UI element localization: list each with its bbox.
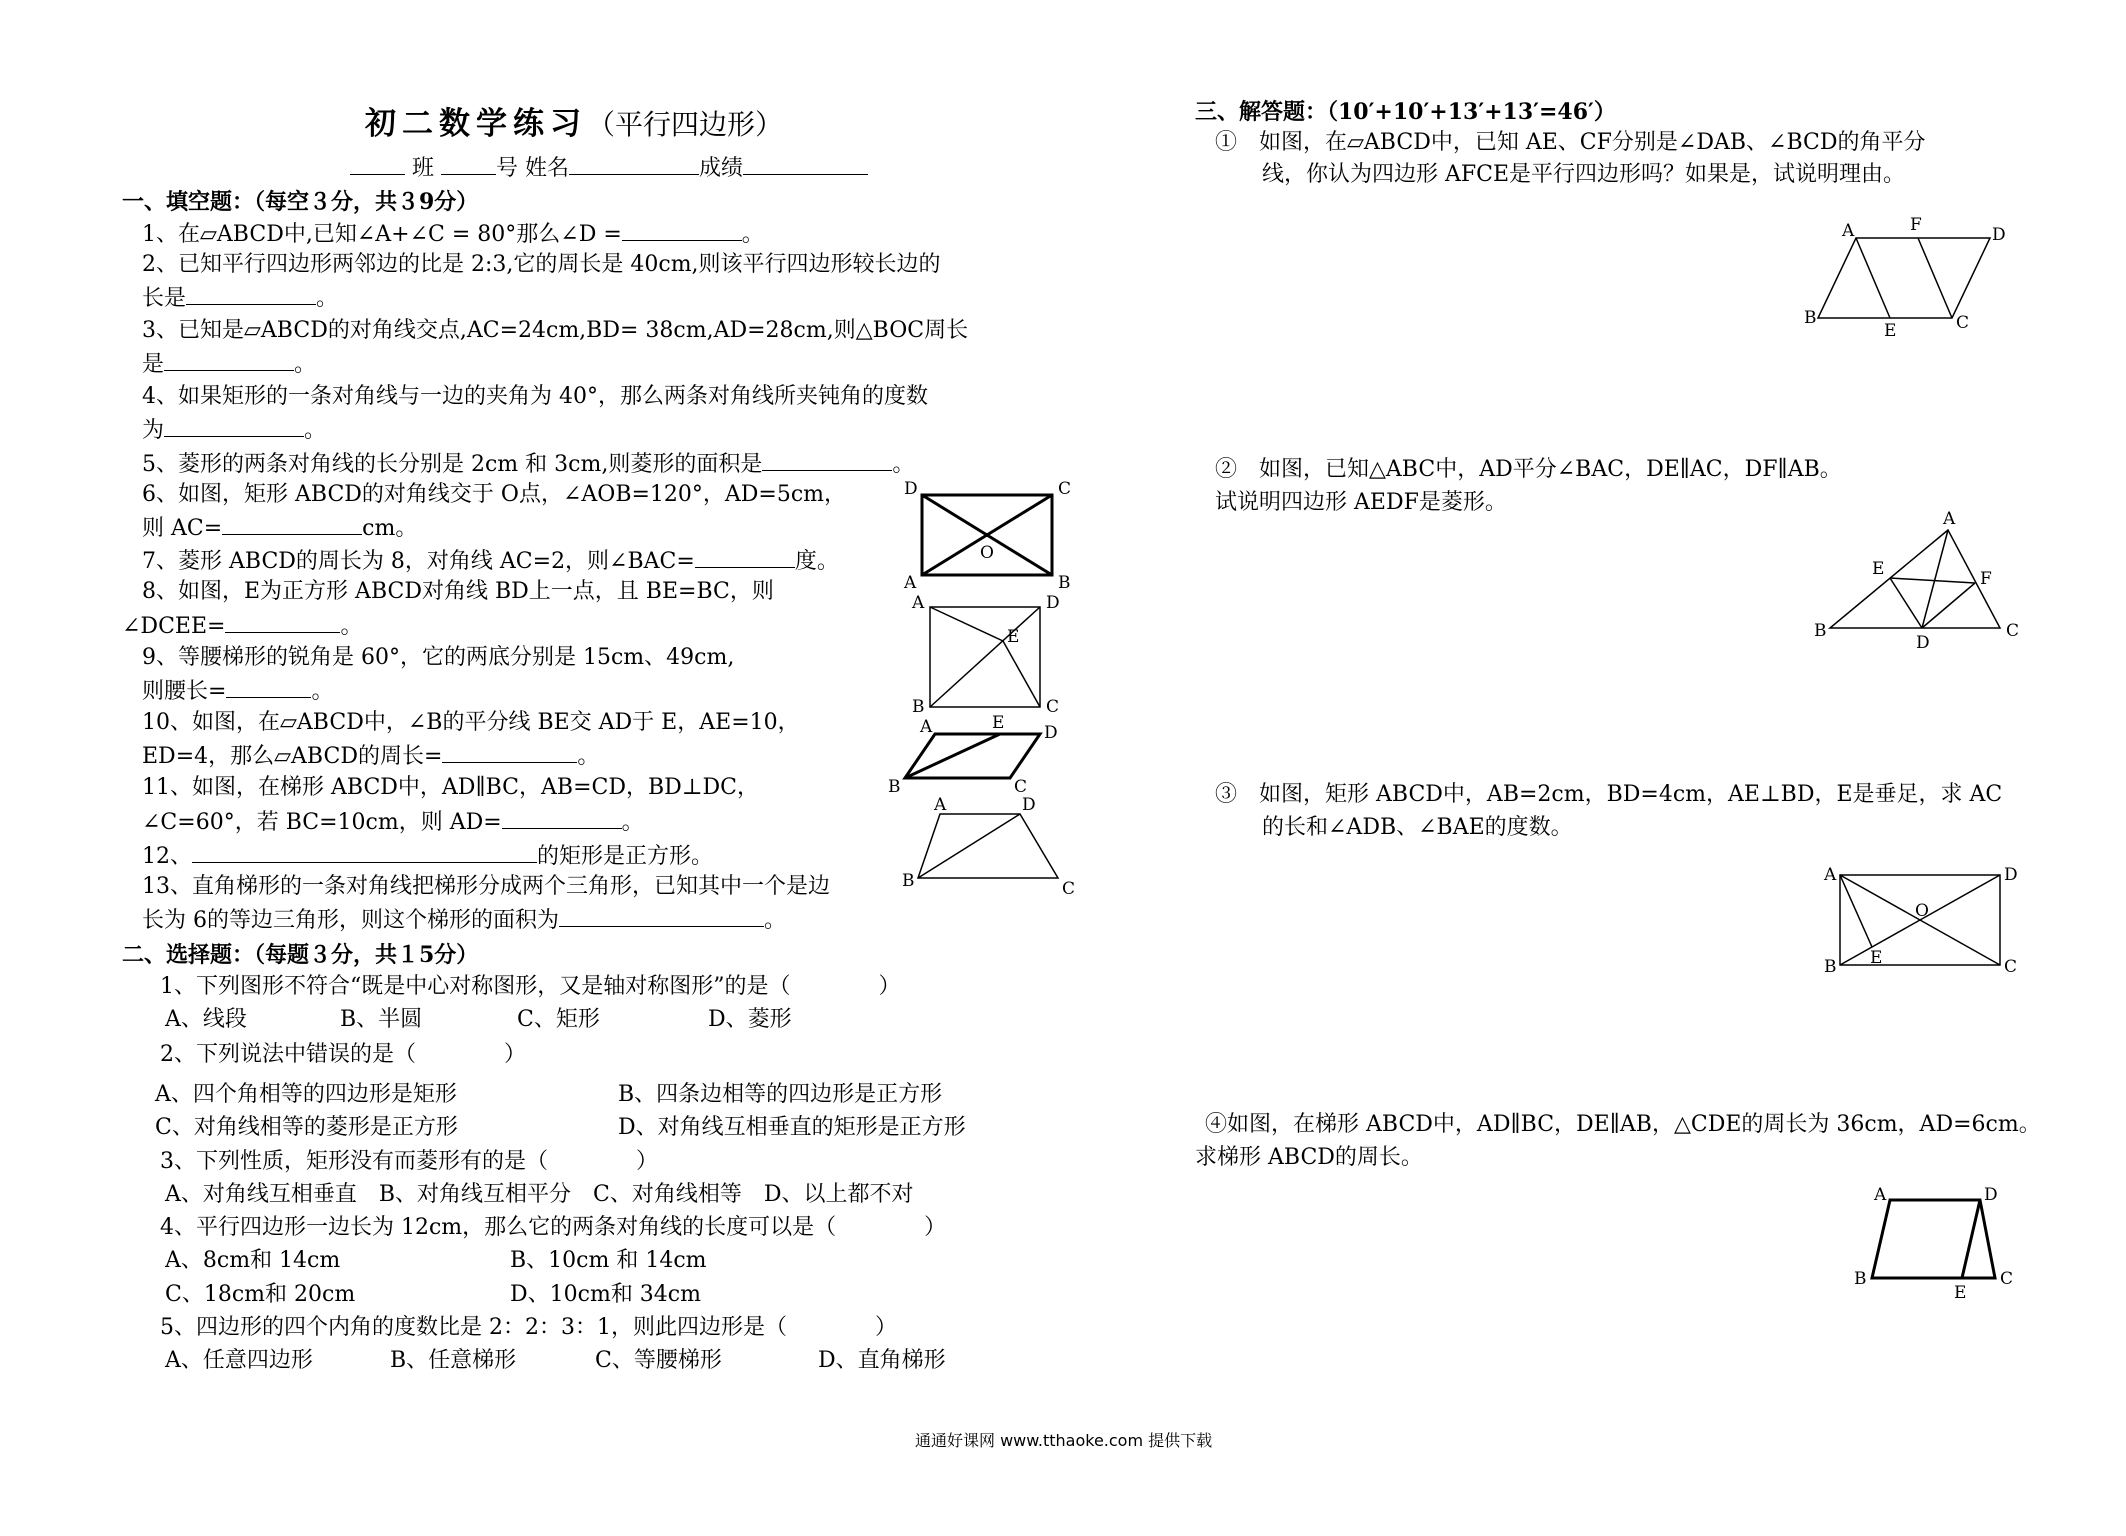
q1-12-blank (192, 840, 537, 863)
label-c: C (2000, 1269, 2014, 1289)
label-o: O (980, 543, 994, 563)
q2-1-option-a: A、线段 (165, 1007, 247, 1032)
q1-2b-text: 长是 (142, 286, 187, 311)
q2-5: 5、四边形的四个内角的度数比是 2：2：3：1，则此四边形是（ ） (160, 1315, 897, 1340)
figure-rectangle-abcd (900, 479, 1080, 593)
q2-1-option-b: B、半圆 (340, 1007, 423, 1032)
q2-4-option-d: D、10cm和 34cm (510, 1282, 701, 1307)
label-d: D (904, 479, 918, 499)
q1-12a-text: 12、 (142, 844, 192, 869)
figure-parallelogram-abcd (880, 712, 1070, 797)
label-e: E (1007, 627, 1020, 647)
q1-9b (142, 675, 333, 707)
q2-3-options: A、对角线互相垂直 B、对角线互相平分 C、对角线相等 D、以上都不对 (165, 1182, 914, 1207)
label-a: A (1874, 1185, 1887, 1205)
section-3-title: 三、解答题：（10′+10′+13′+13′=46′） (1195, 99, 1616, 125)
problem-1-line1: ① 如图，在▱ABCD中，已知 AE、CF分别是∠DAB、∠BCD的角平分 (1215, 130, 1926, 155)
footer-credit: 通通好课网 www.tthaoke.com 提供下载 (915, 1431, 1213, 1450)
segment-ec (1003, 641, 1040, 707)
figure-square-abcd (910, 592, 1060, 717)
q2-4: 4、平行四边形一边长为 12cm，那么它的两条对角线的长度可以是（ ） (160, 1215, 947, 1240)
q1-2b (142, 282, 338, 314)
label-a: A (912, 593, 925, 613)
q2-5-option-d: D、直角梯形 (818, 1348, 946, 1373)
q1-8-blank (225, 610, 340, 633)
label-e: E (1872, 559, 1885, 579)
label-b: B (1058, 573, 1071, 593)
class-blank (350, 152, 405, 175)
section-1-title: 一、填空题：（每空３分，共３9分） (122, 189, 479, 215)
name-blank (569, 152, 699, 175)
q1-9b-text: 则腰长= (142, 679, 227, 704)
period: 。 (304, 418, 327, 443)
q2-4-option-c: C、18cm和 20cm (165, 1282, 356, 1307)
q2-3: 3、下列性质，矩形没有而菱形有的是（ ） (160, 1149, 658, 1174)
q1-6-blank (222, 512, 362, 535)
segment-de (1962, 1200, 1980, 1278)
label-d: D (1916, 633, 1930, 653)
period: 。 (741, 222, 764, 247)
q2-1-option-c: C、矩形 (517, 1007, 600, 1032)
diagonal-bd (930, 607, 1040, 707)
q1-2: 2、已知平行四边形两邻边的比是 2:3,它的周长是 40cm,则该平行四边形较长边的 (142, 252, 941, 277)
period: 。 (316, 286, 339, 311)
period: 。 (294, 352, 317, 377)
q1-8: 8、如图，E为正方形 ABCD对角线 BD上一点，且 BE=BC，则 (142, 579, 774, 604)
parallelogram-outline (1818, 238, 1990, 318)
problem-2-line2: 试说明四边形 AEDF是菱形。 (1215, 490, 1507, 515)
q1-4: 4、如果矩形的一条对角线与一边的夹角为 40°，那么两条对角线所夹钝角的度数 (142, 384, 928, 409)
label-f: F (1980, 569, 1992, 589)
q1-8b-text: ∠DCEE= (122, 614, 226, 639)
period: 。 (577, 744, 600, 769)
q2-4-option-b: B、10cm 和 14cm (510, 1248, 707, 1273)
score-label: 成绩 (699, 156, 744, 181)
label-e: E (1954, 1283, 1967, 1303)
q1-5-blank (762, 448, 892, 471)
q1-10b (142, 740, 599, 772)
label-c: C (1014, 777, 1028, 797)
label-a: A (904, 573, 917, 593)
q2-4-option-a: A、8cm和 14cm (165, 1248, 341, 1273)
q1-5-text: 5、菱形的两条对角线的长分别是 2cm 和 3cm,则菱形的面积是 (142, 452, 763, 477)
q1-3-blank (164, 348, 294, 371)
q1-10b-text: ED=4，那么▱ABCD的周长= (142, 744, 443, 769)
period: 。 (340, 614, 363, 639)
segment-de (1890, 578, 1922, 628)
label-e: E (1884, 321, 1897, 341)
period: 。 (764, 908, 787, 933)
period: 。 (621, 810, 644, 835)
label-b: B (1824, 957, 1837, 977)
q2-2-option-c: C、对角线相等的菱形是正方形 (155, 1115, 458, 1140)
label-o: O (1915, 901, 1929, 921)
subtitle-text: （平行四边形） (587, 108, 784, 141)
segment-ef (1890, 578, 1975, 583)
q1-8b (122, 610, 362, 642)
label-c: C (1956, 313, 1970, 333)
q1-10: 10、如图，在▱ABCD中，∠B的平分线 BE交 AD于 E，AE=10， (142, 710, 800, 735)
q1-1-text: 1、在▱ABCD中,已知∠A+∠C = 80°那么∠D = (142, 222, 622, 247)
q1-3b (142, 348, 316, 380)
label-b: B (1814, 621, 1827, 641)
q1-10-blank (442, 740, 577, 763)
q1-3: 3、已知是▱ABCD的对角线交点,AC=24cm,BD= 38cm,AD=28cm,则△BOC周长 (142, 318, 969, 343)
label-b: B (912, 697, 925, 717)
title-text: 初二数学练习 (365, 106, 587, 142)
problem-3-line1: ③ 如图，矩形 ABCD中，AB=2cm，BD=4cm，AE⊥BD，E是垂足，求 AC (1215, 782, 2003, 807)
label-b: B (902, 871, 915, 891)
label-f: F (1910, 215, 1922, 235)
q1-7b-text: 度。 (794, 549, 839, 574)
label-b: B (888, 777, 901, 797)
q1-9: 9、等腰梯形的锐角是 60°，它的两底分别是 15cm、49cm, (142, 645, 735, 670)
label-c: C (2006, 621, 2020, 641)
student-info-line (350, 152, 868, 184)
q2-5-option-c: C、等腰梯形 (595, 1348, 722, 1373)
figure-rectangle-ae-bd (1820, 860, 2020, 980)
q1-13: 13、直角梯形的一条对角线把梯形分成两个三角形，已知其中一个是边 (142, 874, 830, 899)
problem-4-line2: 求梯形 ABCD的周长。 (1195, 1145, 1423, 1170)
label-b: B (1854, 1269, 1867, 1289)
q1-6b-text: 则 AC= (142, 516, 223, 541)
q1-12 (142, 840, 713, 872)
label-c: C (1062, 879, 1076, 899)
segment-df (1922, 583, 1975, 628)
q1-6: 6、如图，矩形 ABCD的对角线交于 O点，∠AOB=120°，AD=5cm， (142, 482, 847, 507)
label-c: C (2004, 957, 2018, 977)
q1-1 (142, 218, 764, 250)
figure-parallelogram-afce (1800, 215, 2006, 341)
segment-ae (1856, 238, 1890, 318)
label-d: D (1044, 723, 1058, 743)
number-label: 号 姓名 (496, 156, 570, 181)
label-a: A (934, 795, 947, 815)
q1-11b-text: ∠C=60°，若 BC=10cm，则 AD= (142, 810, 502, 835)
q1-4b-text: 为 (142, 418, 165, 443)
q1-1-blank (622, 218, 742, 241)
q2-1-option-d: D、菱形 (708, 1007, 792, 1032)
period: 。 (892, 452, 915, 477)
perpendicular-ae (1840, 875, 1872, 947)
q1-4b (142, 414, 326, 446)
q1-2-blank (186, 282, 316, 305)
q1-12b-text: 的矩形是正方形。 (537, 844, 714, 869)
page-title (365, 98, 783, 143)
q1-11: 11、如图，在梯形 ABCD中，AD∥BC，AB=CD，BD⊥DC， (142, 775, 759, 800)
q1-11-blank (502, 806, 622, 829)
score-blank (743, 152, 868, 175)
q1-7-blank (695, 545, 795, 568)
q2-2-option-b: B、四条边相等的四边形是正方形 (618, 1082, 943, 1107)
q1-9-blank (226, 675, 311, 698)
diagonal-bd (918, 814, 1020, 878)
label-e: E (992, 713, 1005, 733)
q2-1: 1、下列图形不符合“既是中心对称图形，又是轴对称图形”的是（ ） (160, 974, 901, 999)
segment-fc (1918, 238, 1952, 318)
label-e: E (1870, 948, 1883, 968)
bisector-ad (1922, 530, 1948, 628)
class-label: 班 (412, 156, 435, 181)
number-blank (441, 152, 496, 175)
q1-7 (142, 545, 839, 577)
label-d: D (1046, 593, 1060, 613)
q2-2-option-d: D、对角线互相垂直的矩形是正方形 (618, 1115, 966, 1140)
label-a: A (1842, 221, 1855, 241)
q2-2: 2、下列说法中错误的是（ ） (160, 1042, 526, 1067)
label-d: D (1992, 225, 2006, 245)
problem-4-line1: ④如图，在梯形 ABCD中，AD∥BC，DE∥AB，△CDE的周长为 36cm，AD=6cm。 (1205, 1112, 2041, 1137)
figure-triangle-abc (1810, 508, 2020, 658)
trapezoid-outline (918, 814, 1058, 878)
q1-11b (142, 806, 644, 838)
q1-3b-text: 是 (142, 352, 165, 377)
q2-2-option-a: A、四个角相等的四边形是矩形 (155, 1082, 457, 1107)
problem-2-line1: ② 如图，已知△ABC中，AD平分∠BAC，DE∥AC，DF∥AB。 (1215, 457, 1842, 482)
label-c: C (1058, 479, 1072, 499)
label-a: A (920, 717, 933, 737)
label-b: B (1804, 308, 1817, 328)
segment-ae (930, 607, 1003, 641)
label-a: A (1824, 865, 1837, 885)
q2-5-option-b: B、任意梯形 (390, 1348, 517, 1373)
problem-3-line2: 的长和∠ADB、∠BAE的度数。 (1262, 815, 1573, 840)
q1-6b (142, 512, 417, 544)
problem-1-line2: 线，你认为四边形 AFCE是平行四边形吗？如果是，试说明理由。 (1262, 162, 1906, 187)
label-d: D (2004, 865, 2018, 885)
figure-trapezoid-abcd (898, 795, 1098, 899)
label-a: A (1943, 509, 1956, 529)
q2-5-option-a: A、任意四边形 (165, 1348, 313, 1373)
parallelogram-outline (905, 734, 1040, 778)
q1-13b-text: 长为 6的等边三角形，则这个梯形的面积为 (142, 908, 559, 933)
label-d: D (1984, 1185, 1998, 1205)
q1-7-text: 7、菱形 ABCD的周长为 8，对角线 AC=2，则∠BAC= (142, 549, 695, 574)
q1-6c-text: cm。 (362, 516, 418, 541)
q1-13-blank (559, 904, 764, 927)
figure-trapezoid-de-ab (1850, 1180, 2030, 1303)
period: 。 (311, 679, 334, 704)
label-c: C (1046, 697, 1060, 717)
q1-4-blank (164, 414, 304, 437)
q1-13b (142, 904, 786, 936)
label-d: D (1022, 795, 1036, 815)
section-2-title: 二、选择题：（每题３分，共１5分） (122, 942, 479, 968)
q1-5 (142, 448, 914, 480)
